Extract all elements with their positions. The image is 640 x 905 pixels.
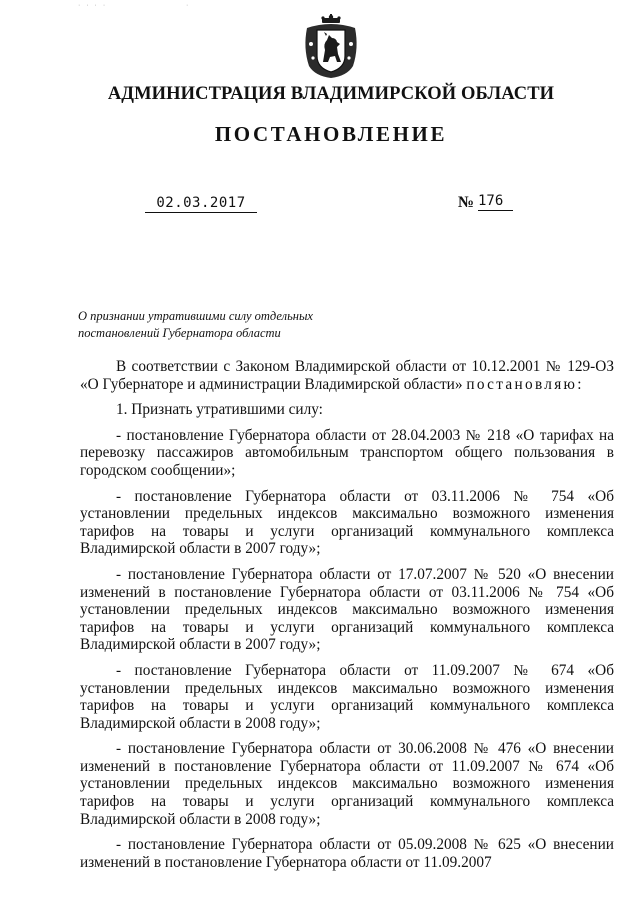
list-item: - постановление Губернатора области от 28.04.2003 № 218 «О тарифах на перевозку пассажиров автомобильным транспортом общего пользования в городском сообщении»;	[80, 426, 614, 479]
list-item: - постановление Губернатора области от 17.07.2007 № 520 «О внесении изменений в постановление Губернатора области от 03.11.2006 № 754 «Об установлении предельных индексов максимально возможного изменения тарифов на товары и услуги организаций коммунального комплекса Владимирской области в 2007 году»;	[80, 565, 614, 654]
list-item: - постановление Губернатора области от 30.06.2008 № 476 «О внесении изменений в постановление Губернатора области от 11.09.2007 № 674 «Об установлении предельных индексов максимально возможного изменения тарифов на товары и услуги организаций коммунального комплекса Владимирской области в 2008 году»;	[80, 740, 614, 828]
item-1: 1. Признать утратившими силу:	[116, 401, 323, 419]
document-number: 176	[478, 193, 513, 211]
document-number-label: №	[458, 194, 475, 211]
document-subject	[78, 308, 348, 342]
organization-title: АДМИНИСТРАЦИЯ ВЛАДИМИРСКОЙ ОБЛАСТИ	[107, 84, 555, 104]
list-item: - постановление Губернатора области от 11.09.2007 № 674 «Об установлении предельных индексов максимально возможного изменения тарифов на товары и услуги организаций коммунального комплекса Владимирской области в 2008 году»;	[80, 661, 614, 732]
list-item: - постановление Губернатора области от 05.09.2008 № 625 «О внесении изменений в постановление Губернатора области от 11.09.2007	[80, 836, 614, 871]
document-type-title: ПОСТАНОВЛЕНИЕ	[214, 122, 448, 146]
scan-mark-left: · · · ·	[78, 2, 108, 9]
intro-text: В соответствии с Законом Владимирской области от 10.12.2001 № 129-ОЗ «О Губернаторе и администрации Владимирской области»	[80, 358, 614, 393]
coat-of-arms-icon	[301, 14, 361, 80]
intro-verb: постановляю:	[466, 375, 584, 393]
subject-line-1: О признании утратившими силу отдельных	[78, 309, 313, 323]
intro-paragraph	[80, 358, 614, 393]
document-date: 02.03.2017	[145, 195, 257, 213]
document-body	[80, 358, 614, 871]
list-item: - постановление Губернатора области от 03.11.2006 № 754 «Об установлении предельных индексов максимально возможного изменения тарифов на товары и услуги организаций коммунального комплекса Владимирской области в 2007 году»;	[80, 487, 614, 558]
subject-line-2: постановлений Губернатора области	[78, 326, 281, 340]
scan-mark-right: ·	[186, 2, 191, 9]
